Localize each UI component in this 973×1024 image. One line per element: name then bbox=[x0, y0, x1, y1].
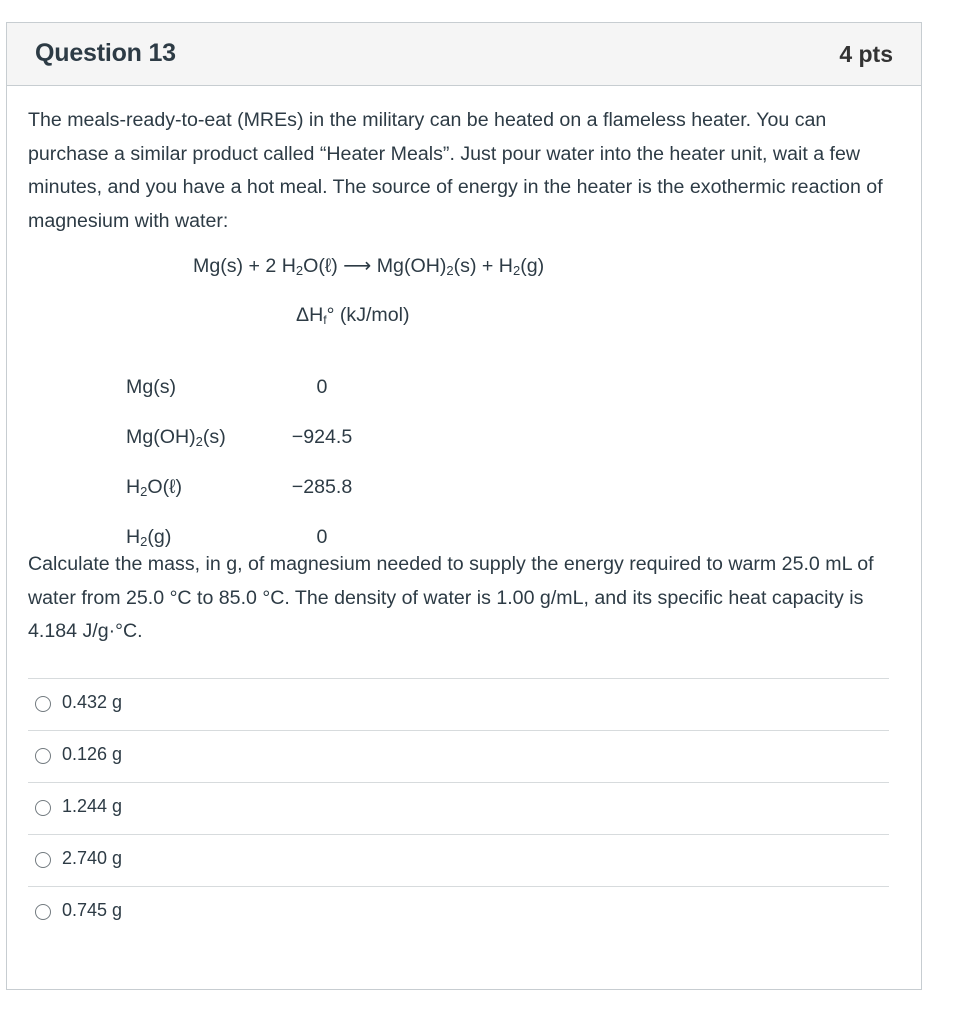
radio-button[interactable] bbox=[35, 852, 51, 868]
answer-option[interactable] bbox=[28, 886, 889, 938]
answer-label[interactable]: 0.126 g bbox=[62, 744, 123, 764]
answer-list bbox=[28, 678, 889, 938]
radio-button[interactable] bbox=[35, 904, 51, 920]
enthalpy-column-header: $\Delta H_f^\circ$ (kJ/mol) bbox=[296, 304, 410, 327]
species-mg: Mg(s) bbox=[126, 376, 177, 398]
enthalpy-value-h2o: −285.8 bbox=[291, 476, 353, 498]
enthalpy-value-h2: 0 bbox=[316, 526, 328, 548]
answer-label[interactable]: 2.740 g bbox=[62, 848, 123, 868]
radio-button[interactable] bbox=[35, 800, 51, 816]
answer-option[interactable] bbox=[28, 730, 889, 782]
question-intro-text: The meals-ready-to-eat (MREs) in the military can be heated on a flameless heater. You can purchase a similar product called “Heater Meals”. Just pour water into the heater unit, wait a few minutes, and you have a hot meal. The source of energy in the heater is the exothermic reaction of magnesium with water: bbox=[28, 109, 883, 232]
answer-label[interactable]: 0.745 g bbox=[62, 900, 123, 920]
answer-option[interactable] bbox=[28, 834, 889, 886]
radio-button[interactable] bbox=[35, 748, 51, 764]
species-mgoh2: $Mg(OH)_2(s)$ bbox=[126, 426, 226, 449]
enthalpy-value-mg: 0 bbox=[316, 376, 328, 398]
answer-option[interactable] bbox=[28, 782, 889, 834]
answer-label[interactable]: 1.244 g bbox=[62, 796, 123, 816]
species-h2: $H_2(g)$ bbox=[126, 526, 172, 549]
question-calc-text: Calculate the mass, in g, of magnesium needed to supply the energy required to warm 25.0 mL of water from 25.0 °C to 85.0 °C. The density of water is 1.00 g/mL, and its specific heat capacity is 4.184 J/g·°C. bbox=[28, 553, 874, 642]
question-title: Question 13 bbox=[35, 39, 176, 67]
species-h2o: $H_2O(\ell)$ bbox=[126, 476, 183, 499]
enthalpy-value-mgoh2: −924.5 bbox=[291, 426, 353, 448]
question-header bbox=[7, 23, 921, 86]
question-points: 4 pts bbox=[839, 41, 893, 67]
answer-option[interactable] bbox=[28, 678, 889, 730]
reaction-equation: Mg(s) + 2 $H_2O(\ell)$ ⟶ $Mg(OH)_2(s) + H_2(g)$ bbox=[193, 255, 545, 278]
radio-button[interactable] bbox=[35, 696, 51, 712]
answer-label[interactable]: 0.432 g bbox=[62, 692, 123, 712]
